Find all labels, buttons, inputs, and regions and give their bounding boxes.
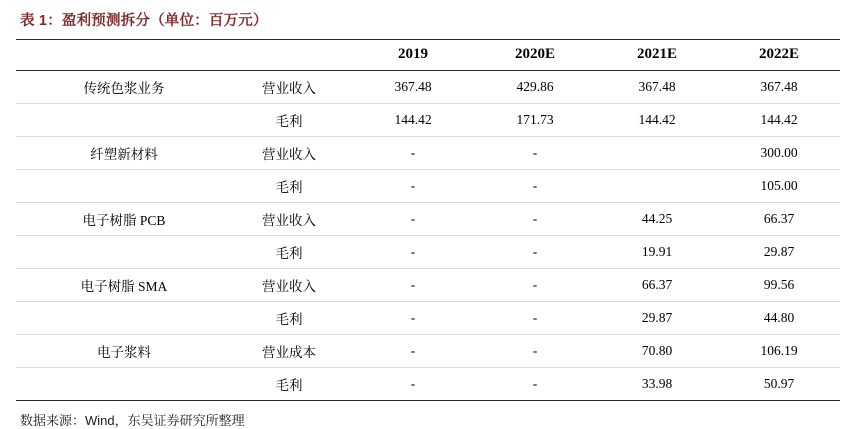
cell-value-2020e: - bbox=[474, 203, 596, 236]
table-header-row bbox=[16, 40, 840, 71]
cell-item: 营业成本 bbox=[226, 335, 352, 368]
cell-value-2020e: - bbox=[474, 170, 596, 203]
table-row bbox=[16, 203, 840, 236]
cell-value-2022e: 105.00 bbox=[718, 170, 840, 203]
cell-segment: 传统色浆业务 bbox=[16, 71, 226, 104]
table-row bbox=[16, 236, 840, 269]
cell-item: 毛利 bbox=[226, 104, 352, 137]
column-header-2022e: 2022E bbox=[718, 40, 840, 71]
cell-value-2021e: 66.37 bbox=[596, 269, 718, 302]
table-row bbox=[16, 302, 840, 335]
table-row bbox=[16, 71, 840, 104]
cell-value-2020e: - bbox=[474, 137, 596, 170]
cell-value-2019: - bbox=[352, 203, 474, 236]
cell-segment bbox=[16, 302, 226, 335]
cell-item: 营业收入 bbox=[226, 71, 352, 104]
cell-segment: 电子树脂 SMA bbox=[16, 269, 226, 302]
column-header-item bbox=[226, 40, 352, 71]
cell-segment bbox=[16, 236, 226, 269]
cell-segment bbox=[16, 170, 226, 203]
cell-value-2021e bbox=[596, 170, 718, 203]
cell-value-2019: - bbox=[352, 368, 474, 401]
cell-item: 营业收入 bbox=[226, 137, 352, 170]
cell-value-2022e: 50.97 bbox=[718, 368, 840, 401]
table-body bbox=[16, 71, 840, 401]
cell-value-2021e bbox=[596, 137, 718, 170]
cell-item: 毛利 bbox=[226, 302, 352, 335]
cell-segment: 电子浆料 bbox=[16, 335, 226, 368]
cell-value-2020e: - bbox=[474, 302, 596, 335]
cell-value-2022e: 99.56 bbox=[718, 269, 840, 302]
cell-value-2022e: 144.42 bbox=[718, 104, 840, 137]
cell-value-2021e: 70.80 bbox=[596, 335, 718, 368]
cell-value-2020e: - bbox=[474, 335, 596, 368]
profit-forecast-table bbox=[16, 39, 840, 401]
cell-value-2021e: 19.91 bbox=[596, 236, 718, 269]
cell-value-2021e: 33.98 bbox=[596, 368, 718, 401]
cell-value-2020e: - bbox=[474, 368, 596, 401]
cell-item: 营业收入 bbox=[226, 203, 352, 236]
table-head bbox=[16, 40, 840, 71]
cell-value-2022e: 106.19 bbox=[718, 335, 840, 368]
cell-segment bbox=[16, 368, 226, 401]
table-row bbox=[16, 170, 840, 203]
column-header-2020e: 2020E bbox=[474, 40, 596, 71]
cell-value-2019: 144.42 bbox=[352, 104, 474, 137]
table-row bbox=[16, 269, 840, 302]
cell-value-2022e: 44.80 bbox=[718, 302, 840, 335]
cell-value-2019: - bbox=[352, 302, 474, 335]
cell-item: 营业收入 bbox=[226, 269, 352, 302]
cell-value-2020e: - bbox=[474, 269, 596, 302]
cell-value-2020e: 171.73 bbox=[474, 104, 596, 137]
cell-value-2021e: 44.25 bbox=[596, 203, 718, 236]
cell-value-2021e: 29.87 bbox=[596, 302, 718, 335]
cell-value-2022e: 66.37 bbox=[718, 203, 840, 236]
cell-value-2022e: 29.87 bbox=[718, 236, 840, 269]
column-header-segment bbox=[16, 40, 226, 71]
cell-value-2022e: 367.48 bbox=[718, 71, 840, 104]
cell-item: 毛利 bbox=[226, 236, 352, 269]
cell-item: 毛利 bbox=[226, 170, 352, 203]
cell-value-2020e: - bbox=[474, 236, 596, 269]
cell-item: 毛利 bbox=[226, 368, 352, 401]
column-header-2019: 2019 bbox=[352, 40, 474, 71]
cell-value-2021e: 144.42 bbox=[596, 104, 718, 137]
cell-segment bbox=[16, 104, 226, 137]
table-row bbox=[16, 137, 840, 170]
cell-value-2019: - bbox=[352, 236, 474, 269]
cell-value-2019: - bbox=[352, 137, 474, 170]
cell-value-2019: - bbox=[352, 170, 474, 203]
table-row bbox=[16, 104, 840, 137]
cell-segment: 纤塑新材料 bbox=[16, 137, 226, 170]
cell-value-2019: 367.48 bbox=[352, 71, 474, 104]
table-caption: 表 1：盈利预测拆分（单位：百万元） bbox=[20, 13, 268, 29]
cell-value-2020e: 429.86 bbox=[474, 71, 596, 104]
table-row bbox=[16, 368, 840, 401]
table-row bbox=[16, 335, 840, 368]
table-source-note: 数据来源：Wind，东吴证券研究所整理 bbox=[20, 413, 245, 428]
cell-segment: 电子树脂 PCB bbox=[16, 203, 226, 236]
cell-value-2019: - bbox=[352, 269, 474, 302]
cell-value-2022e: 300.00 bbox=[718, 137, 840, 170]
cell-value-2019: - bbox=[352, 335, 474, 368]
column-header-2021e: 2021E bbox=[596, 40, 718, 71]
cell-value-2021e: 367.48 bbox=[596, 71, 718, 104]
